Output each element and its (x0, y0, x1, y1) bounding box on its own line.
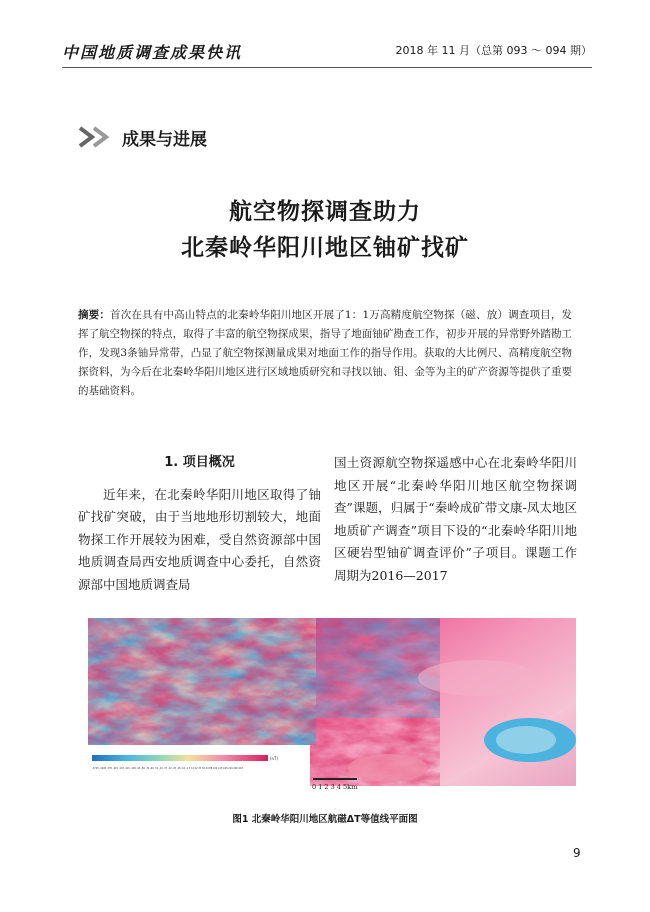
section-label: 成果与进展 (122, 130, 207, 150)
figure-caption: 图1 北秦岭华阳川地区航磁ΔT等值线平面图 (232, 814, 418, 825)
section1-heading: 1. 项目概况 (164, 455, 235, 470)
colorbar-unit: (nT) (270, 756, 279, 761)
body-column-right (334, 452, 577, 587)
page-number: 9 (573, 846, 581, 860)
article-title-line1: 航空物探调查助力 (229, 199, 421, 225)
aeromagnetic-map-figure (88, 618, 576, 791)
body-column-left (78, 452, 321, 596)
page-header (62, 38, 592, 68)
scale-bar (313, 778, 357, 780)
body-paragraph-2: 国土资源航空物探遥感中心在北秦岭华阳川地区开展“北秦岭华阳川地区航空物探调查”课题，归属于“秦岭成矿带文康-凤太地区地质矿产调查”项目下设的“北秦岭华阳川地区硬岩型铀矿调查评价”子项目。课题工作周期为2016—2017 (334, 455, 577, 583)
map-right-panel (310, 618, 576, 786)
abstract-text: 首次在具有中高山特点的北秦岭华阳川地区开展了1：1万高精度航空物探（磁、放）调查项目，发挥了航空物探的特点，取得了丰富的航空物探成果，指导了地面铀矿勘查工作，初步开展的异常野外踏勘工作，发现3条铀异常带，凸显了航空物探测量成果对地面工作的指导作用。获取的大比例尺、高精度航空物探资料，为今后在北秦岭华阳川地区进行区域地质研究和寻找以铀、钼、金等为主的矿产资源等提供了重要的基础资料。 (78, 309, 572, 397)
body-paragraph-1: 近年来，在北秦岭华阳川地区取得了铀矿找矿突破，由于当地地形切割较大，地面物探工作开展较为困难，受自然资源部中国地质调查局西安地质调查中心委托，自然资源部中国地质调查局 (78, 486, 321, 592)
scale-bar-label: 0 1 2 3 4 5km (312, 783, 358, 791)
issue-info: 2018 年 11 月（总第 093 ～ 094 期） (395, 44, 592, 57)
double-chevron-icon (78, 126, 118, 148)
map-left-panel (88, 618, 316, 745)
journal-title: 中国地质调查成果快讯 (62, 43, 243, 62)
abstract (78, 306, 572, 401)
header-divider (62, 67, 592, 68)
article-title-line2: 北秦岭华阳川地区铀矿找矿 (181, 235, 469, 261)
colorbar-labels: -2745 -1045 -335 -215 -133 -115 -106 -93 -84 -70 -60 -51 -44 -37 -32 -25 -18 -10 -2 5 12 22 33 50 64 88 104 125 165 210 290 443 (92, 767, 243, 770)
colorbar (92, 755, 268, 761)
abstract-label: 摘要： (78, 309, 111, 321)
